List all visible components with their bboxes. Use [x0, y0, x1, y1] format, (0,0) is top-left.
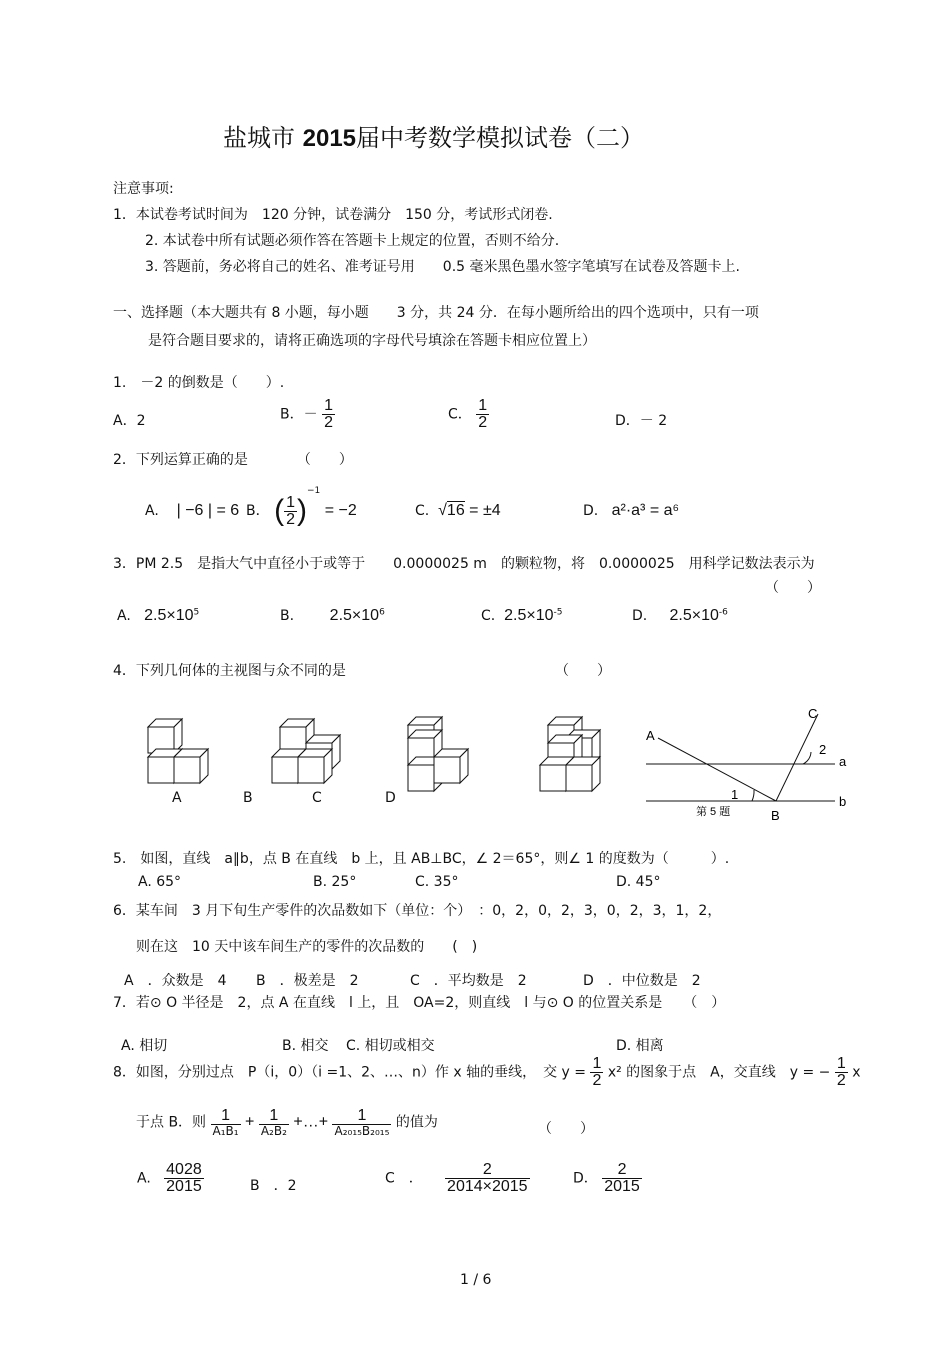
notice-item-1: 1．本试卷考试时间为 120 分钟，试卷满分 150 分，考试形式闭卷. [113, 207, 553, 223]
q8-stem: 8．如图，分别过点 P（i，0）（i =1、2、…、n）作 x 轴的垂线， 交 y = $\frac{1}{2}$ x² 的图象于点 A，交直线 y = − $\frac{1}{2}$ x [113, 1055, 861, 1089]
q3-option-c: C. $2.5\times 10^{-5}$ [481, 607, 563, 624]
fig5-angle-2: 2 [819, 742, 827, 757]
section-heading-cont: 是符合题目要求的，请将正确选项的字母代号填涂在答题卡相应位置上） [148, 333, 596, 349]
q4-label-d: D [385, 790, 396, 806]
q8-option-d: D． $\frac{2}{2015}$ [573, 1161, 640, 1195]
q2-option-a: A. | −6 | = 6 [145, 502, 240, 519]
q8-paren: （ ） [538, 1121, 594, 1137]
q3-option-a: A. $2.5\times 10^5$ [117, 607, 200, 624]
fig5-angle-1: 1 [731, 787, 739, 802]
q5-option-c: C. 35° [415, 874, 459, 890]
q1-option-d: D．－ 2 [615, 413, 668, 429]
fig5-label-A: A [646, 728, 655, 743]
figure-b [272, 719, 340, 783]
q4-label-b: B [243, 790, 253, 806]
q7-option-b: B. 相交 [282, 1038, 329, 1054]
q7-stem: 7．若⊙ O 半径是 2，点 A 在直线 l 上，且 OA=2，则直线 l 与⊙ O 的位置关系是 （ ） [113, 995, 726, 1011]
q8-option-b: B ．2 [250, 1178, 297, 1194]
section-heading: 一、选择题（本大题共有 8 小题，每小题 3 分，共 24 分．在每小题所给出的四个选项中，只有一项 [113, 305, 759, 321]
q7-option-d: D. 相离 [616, 1038, 664, 1054]
q5-figure [640, 700, 855, 825]
q4-label-c: C [312, 790, 322, 806]
fig5-label-B: B [771, 808, 780, 823]
q6-option-c: C ．平均数是 2 [410, 973, 527, 989]
q6-option-a: A ．众数是 4 [124, 973, 227, 989]
q5-stem: 5. 如图，直线 a∥b，点 B 在直线 b 上，且 AB⊥BC，∠ 2＝65°，则∠ 1 的度数为（ ）. [113, 851, 730, 867]
q2-stem: 2．下列运算正确的是 （ ） [113, 452, 353, 468]
q8-stem-line2: 于点 B．则 $\frac{1}{\text{A₁B₁}}$ + $\frac{1}{\text{A₂B₂}}$ +…+ $\frac{1}{\text{A₂₀₁₅B₂₀₁₅}}$ 的值为 [136, 1107, 438, 1138]
q4-figures [130, 705, 630, 810]
q7-option-c: C. 相切或相交 [346, 1038, 435, 1054]
q5-option-d: D. 45° [616, 874, 661, 890]
q7-option-a: A. 相切 [121, 1038, 168, 1054]
title-city: 盐城市 [223, 124, 295, 152]
figure-d [540, 717, 600, 791]
q5-option-b: B. 25° [313, 874, 357, 890]
fig5-label-C: C [808, 706, 818, 721]
notice-item-3: 3. 答题前，务必将自己的姓名、准考证号用 0.5 毫米黑色墨水签字笔填写在试卷及答题卡上. [145, 259, 740, 275]
title-year: 2015 [302, 125, 357, 152]
q6-stem-cont: 则在这 10 天中该车间生产的零件的次品数的 ( ) [136, 939, 478, 955]
fig5-label-a: a [839, 754, 847, 769]
q2-option-b: B． ( $\frac{1}{2}$ )$^{-1}$ = −2 [246, 486, 357, 528]
notice-item-2: 2. 本试卷中所有试题必须作答在答题卡上规定的位置，否则不给分. [145, 233, 560, 249]
q1-option-c: C． $\frac{1}{2}$ [448, 397, 488, 431]
q4-label-a: A [172, 790, 182, 806]
page-number: 1 / 6 [460, 1272, 492, 1288]
figure-c [408, 717, 468, 791]
q3-option-b: B. $2.5\times 10^6$ [280, 607, 385, 624]
title-rest: 届中考数学模拟试卷（二） [356, 124, 645, 152]
q8-option-c: C ． $\frac{2}{2014\times 2015}$ [385, 1161, 528, 1195]
q3-option-d: D. $2.5\times 10^{-6}$ [632, 607, 728, 624]
q2-option-c: C. √16 = ±4 [415, 502, 501, 519]
q8-option-a: A. $\frac{4028}{2015}$ [137, 1161, 202, 1195]
q3-paren: （ ） [765, 580, 821, 596]
q6-option-b: B ．极差是 2 [256, 973, 359, 989]
fig5-caption: 第 5 题 [696, 806, 731, 818]
page-title [223, 118, 644, 153]
q1-option-a: A．2 [113, 413, 146, 429]
q6-stem: 6．某车间 3 月下旬生产零件的次品数如下（单位：个） ：0，2，0，2，3，0，2，3，1，2， [113, 903, 722, 919]
q6-option-d: D ．中位数是 2 [583, 973, 701, 989]
q2-option-d: D. a²·a³ = a⁶ [583, 502, 680, 519]
q5-option-a: A. 65° [138, 874, 182, 890]
q1-option-b: B．－ $\frac{1}{2}$ [280, 397, 333, 431]
q3-stem: 3．PM 2.5 是指大气中直径小于或等于 0.0000025 m 的颗粒物，将 0.0000025 用科学记数法表示为 [113, 556, 815, 572]
figure-a [148, 719, 208, 783]
fig5-label-b: b [839, 794, 847, 809]
q4-stem: 4．下列几何体的主视图与众不同的是 [113, 663, 346, 679]
notice-heading: 注意事项: [113, 181, 174, 197]
q1-stem: 1. －2 的倒数是（ ）. [113, 375, 285, 391]
q4-paren: （ ） [555, 663, 611, 679]
